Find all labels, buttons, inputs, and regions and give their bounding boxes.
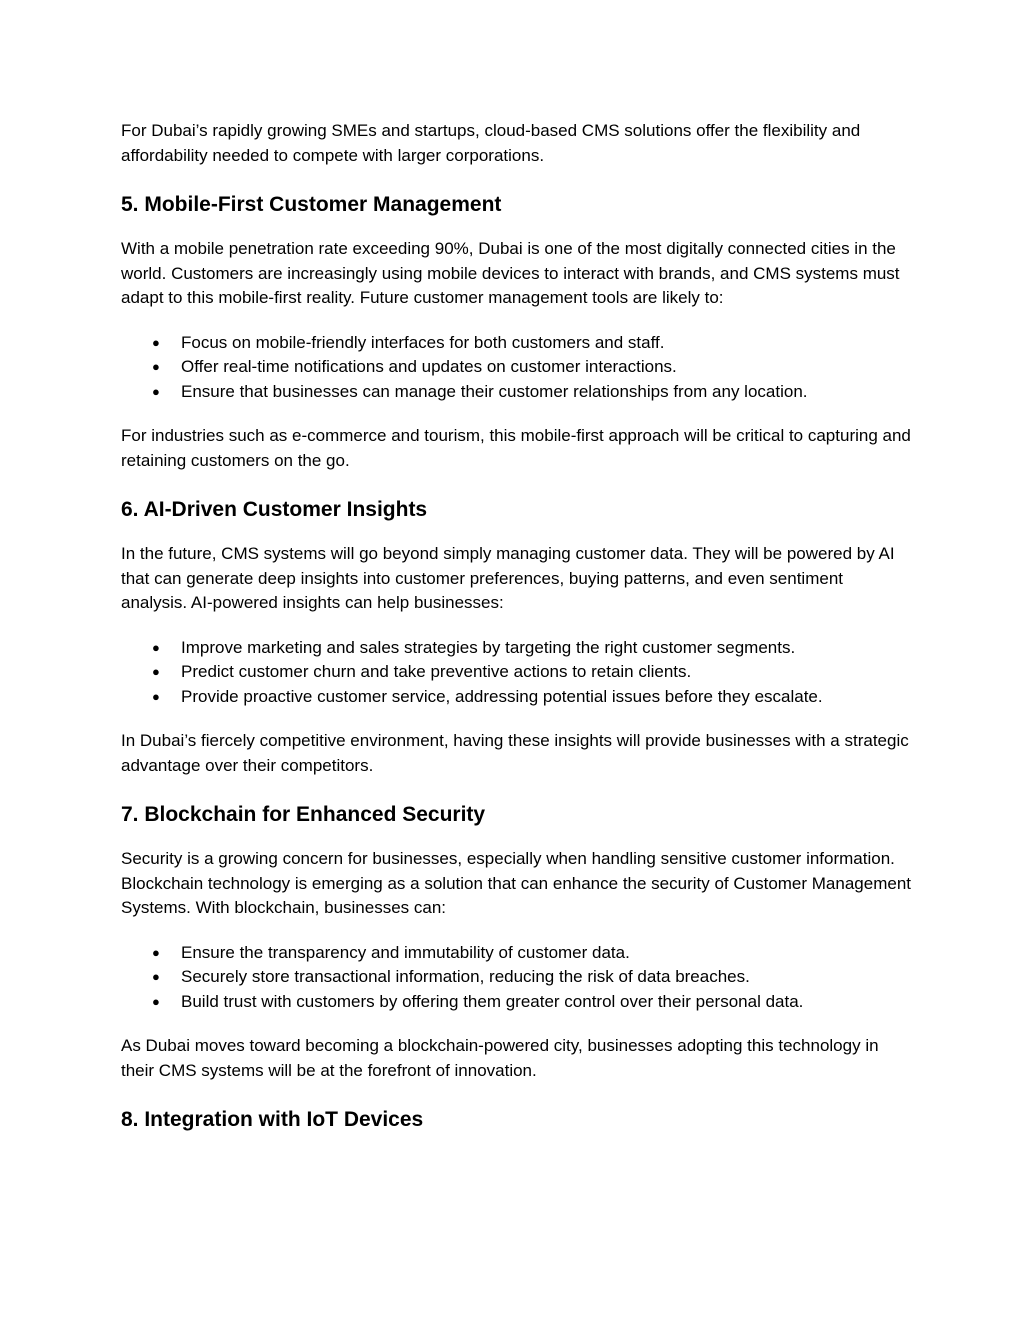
document-page	[121, 119, 911, 1134]
bullet-list	[121, 941, 911, 1015]
bullet-icon: ●	[152, 664, 160, 679]
section-closing: As Dubai moves toward becoming a blockchain-powered city, businesses adopting this technology in their CMS systems will be at the forefront of innovation.	[121, 1036, 879, 1080]
list-item	[121, 331, 911, 356]
bullet-list	[121, 636, 911, 710]
list-item	[121, 965, 911, 990]
list-item	[121, 941, 911, 966]
list-item-text: Predict customer churn and take preventive actions to retain clients.	[181, 662, 692, 681]
list-item-text: Securely store transactional information, reducing the risk of data breaches.	[181, 967, 750, 986]
list-item-text: Improve marketing and sales strategies by targeting the right customer segments.	[181, 637, 796, 657]
bullet-icon: ●	[152, 359, 160, 374]
bullet-icon: ●	[152, 688, 160, 704]
list-item	[121, 380, 911, 405]
list-item-text: Ensure that businesses can manage their customer relationships from any location.	[181, 381, 808, 401]
list-item	[121, 990, 911, 1015]
bullet-list	[121, 331, 911, 405]
section-heading: 8. Integration with IoT Devices	[121, 1108, 424, 1131]
section-heading: 5. Mobile-First Customer Management	[121, 193, 502, 216]
section-heading: 7. Blockchain for Enhanced Security	[121, 803, 486, 826]
list-item-text: Focus on mobile-friendly interfaces for both customers and staff.	[181, 332, 665, 352]
bullet-icon: ●	[152, 993, 160, 1009]
section-heading: 6. AI-Driven Customer Insights	[121, 498, 428, 521]
section-paragraph: Security is a growing concern for businesses, especially when handling sensitive customer information. Blockchain technology is emerging as a solution that can enhance the security of Customer Management Systems. With blockchain, businesses can:	[121, 849, 912, 917]
section-closing: For industries such as e-commerce and tourism, this mobile-first approach will be critical to capturing and retaining customers on the go.	[121, 426, 911, 470]
list-item	[121, 685, 911, 710]
list-item	[121, 355, 911, 380]
bullet-icon: ●	[152, 944, 160, 960]
list-item-text: Build trust with customers by offering them greater control over their personal data.	[181, 991, 804, 1011]
list-item-text: Provide proactive customer service, addressing potential issues before they escalate.	[181, 686, 823, 706]
bullet-icon: ●	[152, 969, 160, 984]
bullet-icon: ●	[152, 639, 160, 655]
list-item	[121, 636, 911, 661]
bullet-icon: ●	[152, 334, 160, 350]
list-item-text: Offer real-time notifications and updates on customer interactions.	[181, 357, 677, 376]
intro-paragraph: For Dubai’s rapidly growing SMEs and startups, cloud-based CMS solutions offer the flexibility and affordability needed to compete with larger corporations.	[121, 121, 861, 165]
bullet-icon: ●	[152, 383, 160, 399]
section-paragraph: With a mobile penetration rate exceeding 90%, Dubai is one of the most digitally connected cities in the world. Customers are increasingly using mobile devices to interact with brands, and CMS systems must adapt to this mobile-first reality. Future customer management tools are likely to:	[121, 239, 900, 307]
list-item	[121, 660, 911, 685]
section-closing: In Dubai’s fiercely competitive environment, having these insights will provide businesses with a strategic advantage over their competitors.	[121, 731, 909, 775]
list-item-text: Ensure the transparency and immutability of customer data.	[181, 942, 630, 962]
section-paragraph: In the future, CMS systems will go beyond simply managing customer data. They will be powered by AI that can generate deep insights into customer preferences, buying patterns, and even sentiment analysis. AI-powered insights can help businesses:	[121, 544, 895, 612]
